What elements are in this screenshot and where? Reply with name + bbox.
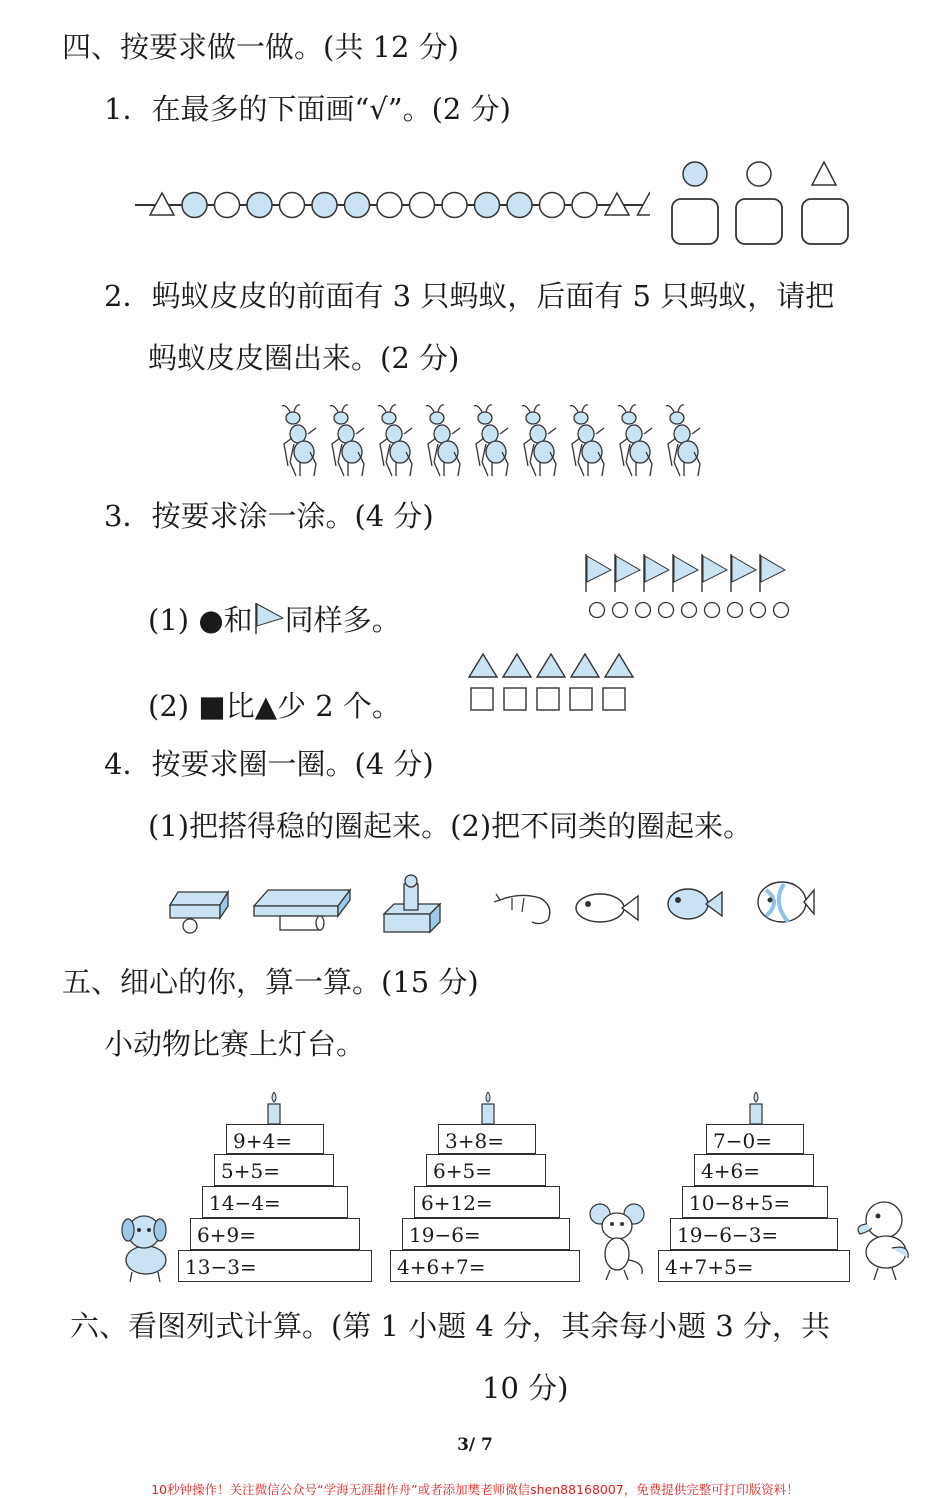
bead-string xyxy=(130,180,650,230)
flag-icon xyxy=(615,554,640,592)
mouse-icon xyxy=(588,1200,648,1282)
triangles-and-squares xyxy=(465,650,640,718)
square-icon[interactable] xyxy=(570,688,592,710)
duck-icon xyxy=(852,1196,914,1282)
step-label: 6+5= xyxy=(433,1159,492,1183)
bead-blue-circle xyxy=(345,193,370,218)
page-number: 3/ 7 xyxy=(457,1435,493,1455)
flag-icon xyxy=(731,554,756,592)
candle-icon xyxy=(478,1090,498,1126)
answer-box-1[interactable] xyxy=(672,199,718,244)
section6-title-line1: 六、看图列式计算。(第 1 小题 4 分，其余每小题 3 分，共 xyxy=(70,1309,830,1343)
fish-icon[interactable] xyxy=(668,889,722,919)
bead-circle xyxy=(572,193,597,218)
answer-box-2[interactable] xyxy=(736,199,782,244)
small-circle[interactable] xyxy=(728,603,743,618)
square-icon[interactable] xyxy=(471,688,493,710)
square-icon[interactable] xyxy=(537,688,559,710)
step-label: 6+12= xyxy=(421,1191,493,1215)
step-4 xyxy=(670,1218,838,1250)
step-label: 4+6= xyxy=(701,1159,760,1183)
small-circle[interactable] xyxy=(751,603,766,618)
step-2 xyxy=(214,1154,334,1186)
step-1 xyxy=(438,1124,536,1154)
bead-blue-circle xyxy=(312,193,337,218)
small-circle[interactable] xyxy=(682,603,697,618)
ant-icon[interactable] xyxy=(378,405,412,476)
step-5 xyxy=(658,1250,850,1282)
flag-icon xyxy=(760,554,785,592)
footer-note: 10秒钟操作！关注微信公众号“学海无涯甜作舟”或者添加樊老师微信shen88168007，免费提供完整可打印版资料！ xyxy=(151,1482,799,1497)
cylinder-on-cube-icon[interactable] xyxy=(384,875,440,932)
small-circle[interactable] xyxy=(705,603,720,618)
triangle-icon xyxy=(503,654,531,677)
bead-blue-circle xyxy=(507,193,532,218)
q3-part2-prefix: (2) xyxy=(148,689,190,723)
ant-icon[interactable] xyxy=(474,405,508,476)
blue-circle-icon xyxy=(683,162,707,186)
square-icon[interactable] xyxy=(603,688,625,710)
candle-icon xyxy=(746,1090,766,1126)
flag-icon xyxy=(644,554,669,592)
step-label: 14−4= xyxy=(209,1191,281,1215)
step-1 xyxy=(706,1124,804,1154)
ant-icon[interactable] xyxy=(570,405,604,476)
triangle-icon xyxy=(812,162,836,185)
puppy-icon xyxy=(112,1208,178,1284)
bead-circle xyxy=(377,193,402,218)
q3-part1-suffix: 同样多。 xyxy=(284,603,401,637)
answer-boxes xyxy=(665,155,860,250)
q3-part2 xyxy=(148,689,401,723)
and-text: 和 xyxy=(223,603,253,637)
flag-icon xyxy=(673,554,698,592)
ant-icon[interactable] xyxy=(666,405,700,476)
triangle-icon xyxy=(571,654,599,677)
q3-part1 xyxy=(148,602,401,635)
step-label: 3+8= xyxy=(445,1129,504,1153)
small-circle[interactable] xyxy=(590,603,605,618)
q3-part1-prefix: (1) xyxy=(148,603,190,637)
bead-circle xyxy=(215,193,240,218)
step-label: 7−0= xyxy=(713,1129,772,1153)
q3-text: 3．按要求涂一涂。(4 分) xyxy=(104,499,434,533)
flag-icon xyxy=(253,602,285,634)
triangle-icon xyxy=(537,654,565,677)
step-3 xyxy=(414,1186,560,1218)
board-on-cylinder-icon[interactable] xyxy=(254,890,350,930)
lamp-tower-2 xyxy=(390,1090,590,1285)
bead-circle xyxy=(442,193,467,218)
lamp-tower-1 xyxy=(178,1090,393,1285)
flags-and-circles xyxy=(580,552,790,624)
ant-icon[interactable] xyxy=(330,405,364,476)
section6-title-line2: 10 分) xyxy=(482,1371,569,1405)
q4-instructions: (1)把搭得稳的圈起来。(2)把不同类的圈起来。 xyxy=(148,809,753,843)
small-circle[interactable] xyxy=(613,603,628,618)
circle-icon xyxy=(747,162,771,186)
triangle-icon xyxy=(469,654,497,677)
step-3 xyxy=(682,1186,828,1218)
ant-row xyxy=(280,400,720,480)
shrimp-icon[interactable] xyxy=(494,894,550,924)
step-5 xyxy=(178,1250,372,1282)
ant-icon[interactable] xyxy=(522,405,556,476)
section5-subtitle: 小动物比赛上灯台。 xyxy=(104,1027,366,1061)
bead-blue-circle xyxy=(475,193,500,218)
bead-circle xyxy=(410,193,435,218)
flag-icon xyxy=(586,554,611,592)
step-3 xyxy=(202,1186,348,1218)
square-icon[interactable] xyxy=(504,688,526,710)
small-circle[interactable] xyxy=(659,603,674,618)
step-2 xyxy=(694,1154,814,1186)
step-label: 19−6= xyxy=(409,1223,481,1247)
bead-blue-circle xyxy=(247,193,272,218)
answer-box-3[interactable] xyxy=(802,199,848,244)
ant-icon[interactable] xyxy=(426,405,460,476)
q2-line2: 蚂蚁皮皮圈出来。(2 分) xyxy=(148,341,460,375)
filled-circle-symbol: ● xyxy=(198,603,224,637)
small-circle[interactable] xyxy=(774,603,789,618)
fish-icon[interactable] xyxy=(576,894,638,922)
step-label: 13−3= xyxy=(185,1255,257,1279)
step-label: 4+6+7= xyxy=(397,1255,486,1279)
step-label: 10−8+5= xyxy=(689,1191,791,1215)
bead-blue-circle xyxy=(182,193,207,218)
step-1 xyxy=(226,1124,324,1154)
q3-part2-text: ■比▲少 2 个。 xyxy=(198,689,401,723)
block-on-ball-icon[interactable] xyxy=(170,892,228,933)
section5-title: 五、细心的你，算一算。(15 分) xyxy=(62,965,479,999)
triangle-icon xyxy=(605,654,633,677)
fish-icon[interactable] xyxy=(758,882,814,922)
step-2 xyxy=(426,1154,546,1186)
q2-line1: 2．蚂蚁皮皮的前面有 3 只蚂蚁，后面有 5 只蚂蚁，请把 xyxy=(104,279,835,313)
step-label: 19−6−3= xyxy=(677,1223,779,1247)
q4-objects xyxy=(160,870,820,940)
candle-icon xyxy=(264,1090,284,1126)
step-label: 5+5= xyxy=(221,1159,280,1183)
step-4 xyxy=(402,1218,570,1250)
bead-circle xyxy=(540,193,565,218)
lamp-tower-3 xyxy=(658,1090,853,1285)
ant-icon[interactable] xyxy=(618,405,652,476)
bead-circle xyxy=(280,193,305,218)
step-label: 4+7+5= xyxy=(665,1255,754,1279)
small-circle[interactable] xyxy=(636,603,651,618)
q1-text: 1．在最多的下面画“√”。(2 分) xyxy=(104,92,511,126)
ant-icon[interactable] xyxy=(282,405,316,476)
step-label: 9+4= xyxy=(233,1129,292,1153)
step-4 xyxy=(190,1218,360,1250)
q4-text: 4．按要求圈一圈。(4 分) xyxy=(104,747,434,781)
step-5 xyxy=(390,1250,580,1282)
step-label: 6+9= xyxy=(197,1223,256,1247)
flag-icon xyxy=(702,554,727,592)
section4-title: 四、按要求做一做。(共 12 分) xyxy=(62,30,459,64)
